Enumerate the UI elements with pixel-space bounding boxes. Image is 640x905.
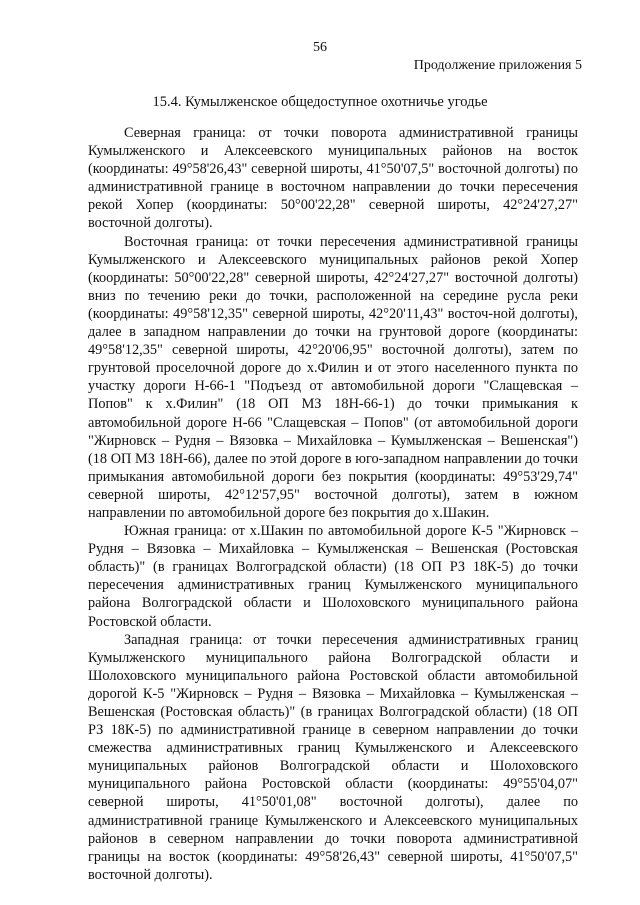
- page-number: 56: [313, 40, 327, 55]
- document-body: [88, 124, 578, 884]
- section-title: 15.4. Кумылженское общедоступное охотничье угодье: [152, 94, 488, 110]
- paragraph-west-border: Западная граница: от точки пересечения административных границ Кумылженского муниципального района Волгоградской области и Шолоховского муниципального района Ростовской области автомобильной дорогой К-5 "Жирновск – Рудня – Вязовка – Михайловка – Кумылженская – Вешенская (Ростовская область)" (в границах Волгоградской области) (18 ОП РЗ 18К-5) по административной границе в северном направлении до точки смежества административных границ Кумылженского и Алексеевского муниципальных районов Волгоградской области и Шолоховского муниципального района Ростовской области (координаты: 49°55'04,07" северной широты, 41°50'01,08" восточной долготы), далее по административной границе Кумылженского и Алексеевского муниципальных районов в северном направлении до точки поворота административной границы на восток (координаты: 49°58'26,43" северной широты, 41°50'07,5" восточной долготы).: [88, 631, 578, 883]
- paragraph-north-border: Северная граница: от точки поворота административной границы Кумылженского и Алексеевского муниципальных районов на восток (координаты: 49°58'26,43" северной широты, 41°50'07,5" восточной долготы) по административной границе в восточном направлении до точки пересечения рекой Хопер (координаты: 50°00'22,28" северной широты, 42°24'27,27" восточной долготы).: [88, 125, 578, 232]
- paragraph-south-border: Южная граница: от х.Шакин по автомобильной дороге К-5 "Жирновск – Рудня – Вязовка – Михайловка – Кумылженская – Вешенская (Ростовская область)" (в границах Волгоградской области) (18 ОП РЗ 18К-5) до точки пересечения административных границ Кумылженского муниципального района Волгоградской области и Шолоховского муниципального района Ростовской области.: [88, 523, 578, 630]
- paragraph-east-border: Восточная граница: от точки пересечения административной границы Кумылженского и Алексеевского муниципальных районов рекой Хопер (координаты: 50°00'22,28" северной широты, 42°24'27,27" восточной долготы) вниз по течению реки до точки, расположенной на середине русла реки (координаты: 49°58'12,35" северной широты, 42°20'11,43" восточ-ной долготы), далее в западном направлении до точки на грунтовой дороге (координаты: 49°58'12,35" северной широты, 42°20'06,95" восточной долготы), затем по грунтовой проселочной дороге до х.Филин и от этого населенного пункта по участку дороги Н-66-1 "Подъезд от автомобильной дороги "Слащевская – Попов" к х.Филин" (18 ОП МЗ 18Н-66-1) до точки примыкания к автомобильной дороге Н-66 "Слащевская – Попов" (от автомобильной дороги "Жирновск – Рудня – Вязовка – Михайловка – Кумылженская – Вешенская") (18 ОП МЗ 18Н-66), далее по этой дороге в юго-западном направлении до точки примыкания автомобильной дороги без покрытия (координаты: 49°53'29,74" северной широты, 42°12'57,95" восточной долготы), затем в южном направлении по автомобильной дороге без покрытия до х.Шакин.: [88, 233, 578, 521]
- appendix-continuation-note: Продолжение приложения 5: [413, 58, 582, 73]
